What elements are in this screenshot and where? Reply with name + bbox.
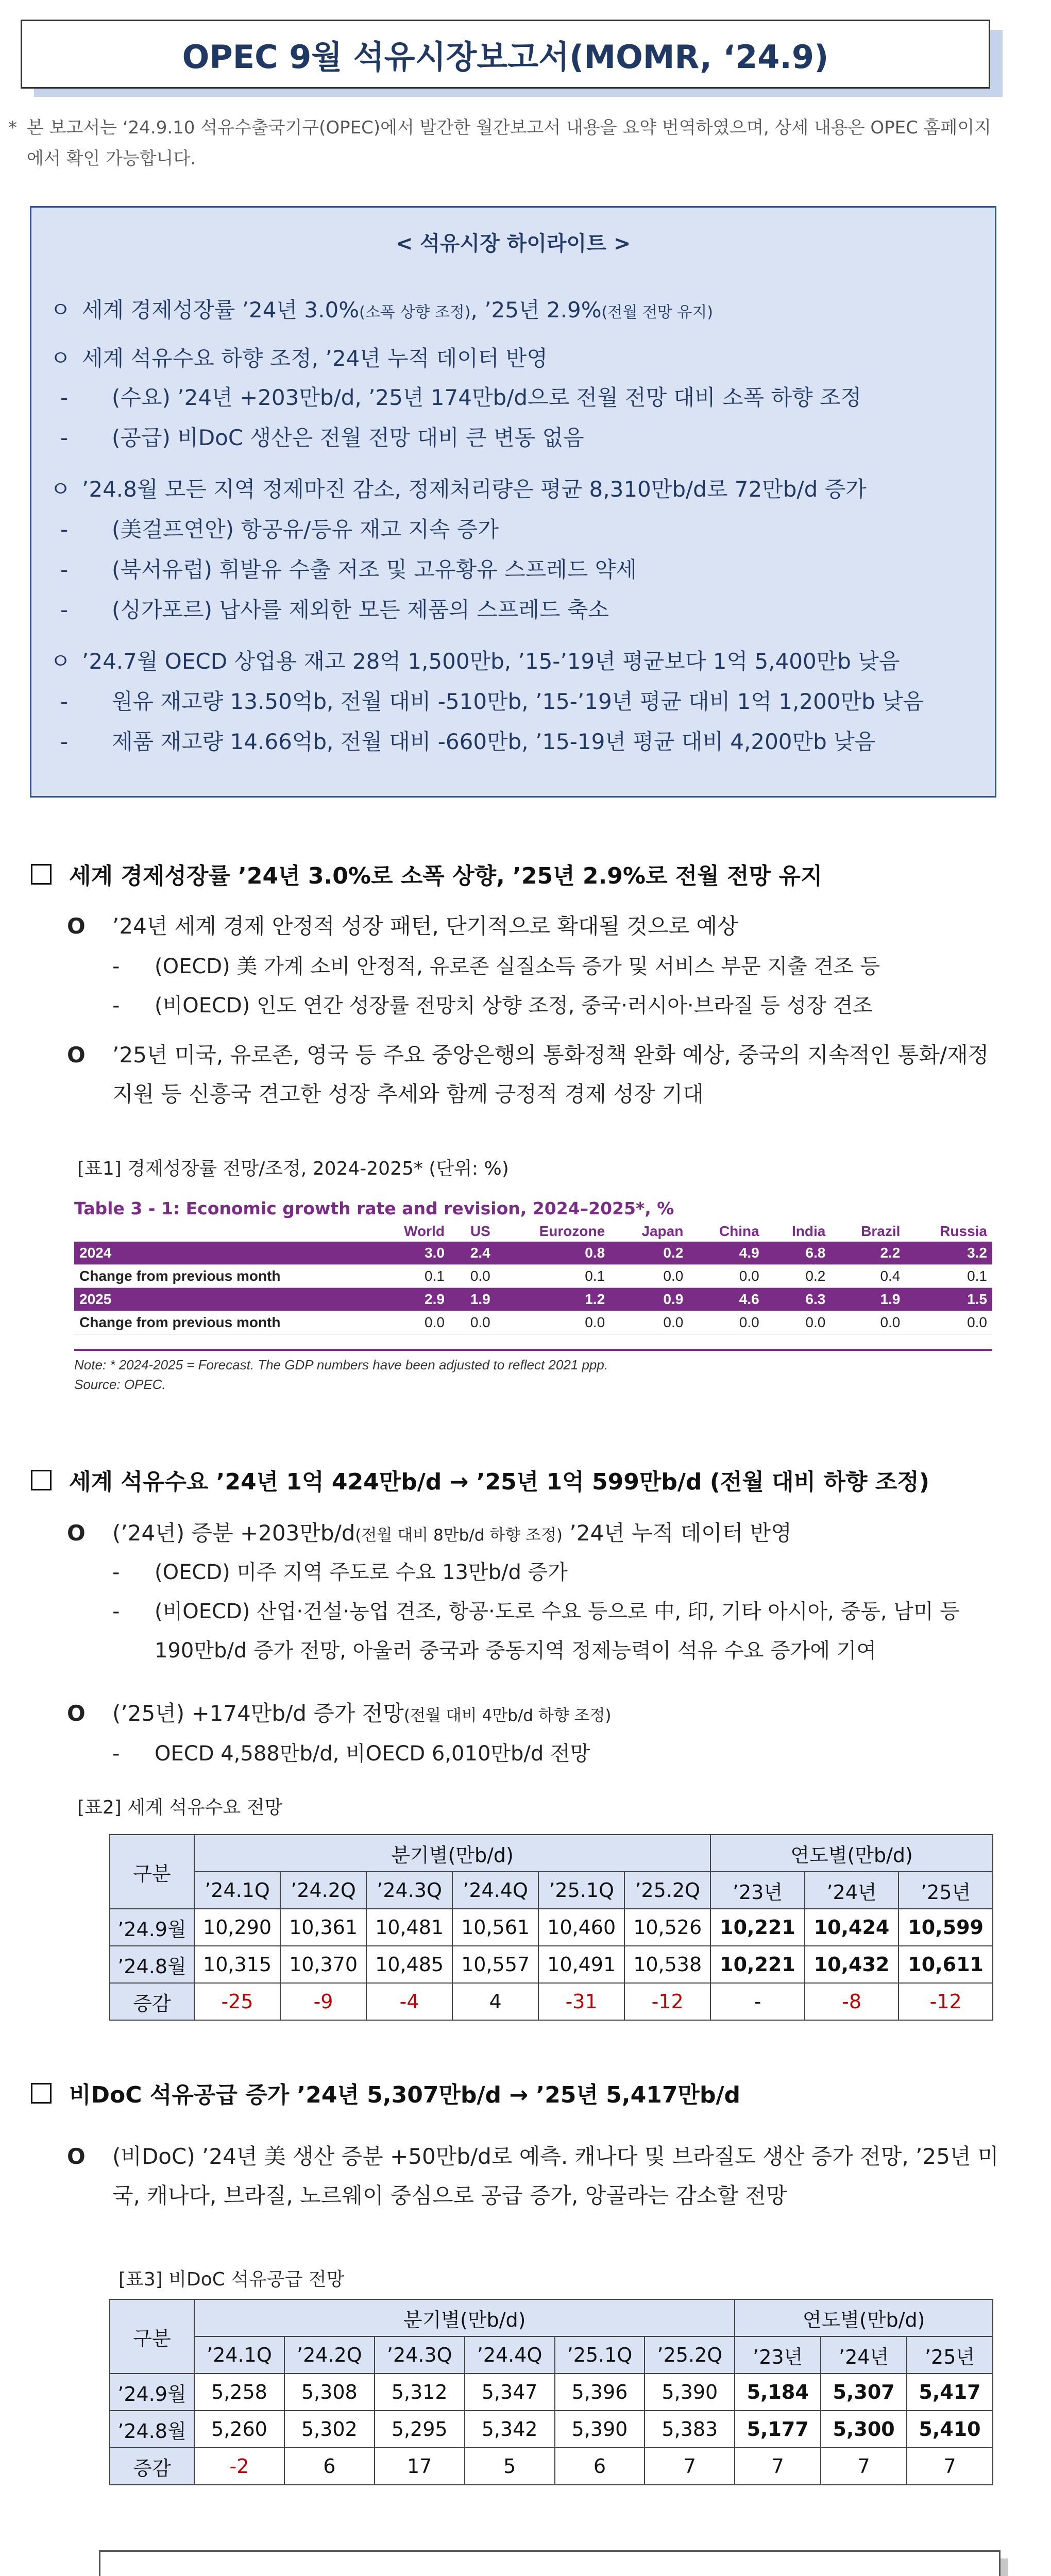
table-cell: ’24.9월 — [110, 1909, 194, 1946]
highlight-subitem: - (싱가포르) 납사를 제외한 모든 제품의 스프레드 축소 — [60, 597, 609, 622]
table-cell: 0.0 — [450, 1265, 496, 1288]
row-label: 2025 — [74, 1288, 373, 1311]
table-header-cell: ’25.1Q — [555, 2336, 645, 2374]
page-title: OPEC 9월 석유시장보고서(MOMR, ‘24.9) — [21, 20, 990, 89]
table-header-cell: 연도별(만b/d) — [710, 1835, 993, 1872]
table-cell: 2.9 — [373, 1288, 450, 1311]
table-cell: 5,260 — [194, 2411, 284, 2448]
table-cell: 5,177 — [735, 2411, 821, 2448]
table-cell: 10,424 — [805, 1909, 899, 1946]
table-cell: 1.5 — [905, 1288, 992, 1311]
table-cell: 7 — [735, 2448, 821, 2485]
table1-column-header: Japan — [641, 1223, 684, 1239]
table-cell: 6.3 — [765, 1288, 831, 1311]
table-cell: 10,599 — [899, 1909, 993, 1946]
table-cell: 10,460 — [538, 1909, 624, 1946]
table-cell: 10,561 — [452, 1909, 538, 1946]
table-cell: 0.0 — [496, 1311, 610, 1334]
table-cell: 3.0 — [373, 1242, 450, 1265]
highlight-subitem: - 원유 재고량 13.50억b, 전월 대비 -510만b, ’15-’19년 평균 대비 1억 1,200만b 낮음 — [60, 689, 924, 714]
table-header-cell: 연도별(만b/d) — [735, 2299, 993, 2336]
table-cell: 0.1 — [373, 1265, 450, 1288]
table-cell: 5,295 — [375, 2411, 465, 2448]
table-row — [74, 1288, 992, 1311]
report-note: * 본 보고서는 ‘24.9.10 석유수출국기구(OPEC)에서 발간한 월간보고서 내용을 요약 번역하였으며, 상세 내용은 OPEC 홈페이지에서 확인 가능합니다. — [8, 117, 992, 169]
table-header-cell: 분기별(만b/d) — [194, 2299, 735, 2336]
table-cell: 10,221 — [710, 1946, 805, 1983]
table-header-cell: ’25.1Q — [538, 1872, 624, 1909]
table-cell: 5,300 — [821, 2411, 907, 2448]
table-cell: 0.0 — [765, 1311, 831, 1334]
table-cell: 증감 — [110, 2448, 194, 2485]
table-header-cell: ’25.2Q — [645, 2336, 735, 2374]
table-cell: ’24.8월 — [110, 2411, 194, 2448]
table-cell: 증감 — [110, 1983, 194, 2020]
table1-column-header: Russia — [940, 1223, 987, 1239]
table-cell: 5,312 — [375, 2374, 465, 2411]
table-cell: 0.0 — [610, 1311, 688, 1334]
table-cell: 1.2 — [496, 1288, 610, 1311]
table-row — [74, 1311, 992, 1334]
table-cell: 5,390 — [645, 2374, 735, 2411]
dash-item: - (OECD) 美 가계 소비 안정적, 유로존 실질소득 증가 및 서비스 부문 지출 견조 등 — [112, 955, 880, 978]
table-row — [74, 1265, 992, 1288]
table-cell: -31 — [538, 1983, 624, 2020]
highlight-item: ㅇ 세계 경제성장률 ’24년 3.0%(소폭 상향 조정), ’25년 2.9%(전월 전망 유지) — [50, 297, 713, 323]
dash-item: - (OECD) 미주 지역 주도로 수요 13만b/d 증가 — [112, 1561, 568, 1584]
table-cell: 5,347 — [465, 2374, 555, 2411]
growth-table — [74, 1221, 992, 1334]
table-header-cell: ’24.1Q — [194, 1872, 280, 1909]
square-bullet-icon — [31, 1470, 52, 1490]
table1-column-header: US — [470, 1223, 490, 1239]
table-header-cell: ’23년 — [710, 1872, 805, 1909]
table-header-cell: ’24.4Q — [452, 1872, 538, 1909]
table-cell: 0.9 — [610, 1288, 688, 1311]
implications-box — [99, 2550, 1001, 2576]
table-row — [110, 1983, 993, 2020]
table1-note: Note: * 2024-2025 = Forecast. The GDP numbers have been adjusted to reflect 2021 ppp. Source: OPEC. — [74, 1357, 608, 1392]
table-cell: 5,307 — [821, 2374, 907, 2411]
section-heading-growth: 세계 경제성장률 ’24년 3.0%로 소폭 상향, ’25년 2.9%로 전월 전망 유지 — [31, 857, 822, 890]
table1-column-header: Brazil — [861, 1223, 901, 1239]
demand-table — [109, 1834, 993, 2021]
square-bullet-icon — [31, 2083, 52, 2104]
table-cell: -2 — [194, 2448, 284, 2485]
title-block — [21, 20, 999, 97]
table-row — [110, 1909, 993, 1946]
table-cell: 4.9 — [688, 1242, 764, 1265]
highlight-subitem: - (美걸프연안) 항공유/등유 재고 지속 증가 — [60, 517, 499, 542]
table-cell: 10,432 — [805, 1946, 899, 1983]
table-cell: 3.2 — [905, 1242, 992, 1265]
table-row — [110, 2411, 993, 2448]
highlight-item: ㅇ ’24.7월 OECD 상업용 재고 28억 1,500만b, ’15-’19년 평균보다 1억 5,400만b 낮음 — [50, 649, 900, 674]
highlight-subitem: - (공급) 비DoC 생산은 전월 전망 대비 큰 변동 없음 — [60, 425, 584, 450]
table1-column-header: Eurozone — [539, 1223, 605, 1239]
table-header-cell: ’24년 — [821, 2336, 907, 2374]
table-cell: 17 — [375, 2448, 465, 2485]
row-label: Change from previous month — [74, 1265, 373, 1288]
table-cell: 0.2 — [765, 1265, 831, 1288]
table-header-cell: 구분 — [110, 1835, 194, 1909]
highlights-box — [30, 206, 996, 798]
table1-column-header: China — [719, 1223, 759, 1239]
table-cell: 1.9 — [830, 1288, 905, 1311]
table-cell: 10,290 — [194, 1909, 280, 1946]
table-cell: 2.2 — [830, 1242, 905, 1265]
table-cell: 10,370 — [280, 1946, 366, 1983]
highlight-subitem: - 제품 재고량 14.66억b, 전월 대비 -660만b, ’15-19년 평균 대비 4,200만b 낮음 — [60, 729, 876, 754]
highlight-item: ㅇ ’24.8월 모든 지역 정제마진 감소, 정제처리량은 평균 8,310만b/d로 72만b/d 증가 — [50, 477, 867, 502]
table-cell: ’24.9월 — [110, 2374, 194, 2411]
table-cell: 1.9 — [450, 1288, 496, 1311]
table-row — [110, 2374, 993, 2411]
table-header-cell: ’25.2Q — [624, 1872, 710, 1909]
highlight-subitem: - (수요) ’24년 +203만b/d, ’25년 174만b/d으로 전월 전망 대비 소폭 하향 조정 — [60, 385, 862, 410]
table-header-cell: ’24.4Q — [465, 2336, 555, 2374]
table-cell: 5,390 — [555, 2411, 645, 2448]
table-cell: 5,410 — [907, 2411, 993, 2448]
table1-column-header: World — [404, 1223, 445, 1239]
bullet-item: O ’25년 미국, 유로존, 영국 등 주요 중앙은행의 통화정책 완화 예상, 중국의 지속적인 통화/재정 지원 등 신흥국 견고한 성장 추세와 함께 긍정적 경제 성장 기대 — [67, 1042, 989, 1107]
table-cell: 0.0 — [610, 1265, 688, 1288]
table-cell: 10,557 — [452, 1946, 538, 1983]
section-heading-supply: 비DoC 석유공급 증가 ’24년 5,307만b/d → ’25년 5,417만b/d — [31, 2076, 740, 2109]
table-cell: 0.8 — [496, 1242, 610, 1265]
table-cell: 7 — [907, 2448, 993, 2485]
table1-rule — [74, 1349, 992, 1351]
table-cell: 5,258 — [194, 2374, 284, 2411]
bullet-item: O (비DoC) ’24년 美 생산 증분 +50만b/d로 예측. 캐나다 및 브라질도 생산 증가 전망, ’25년 미국, 캐나다, 브라질, 노르웨이 중심으로 공급 증가, 앙골라는 감소할 전망 — [67, 2144, 999, 2208]
table-cell: 4.6 — [688, 1288, 764, 1311]
table-header-cell: ’24.3Q — [375, 2336, 465, 2374]
table-cell: 0.1 — [496, 1265, 610, 1288]
table-cell: 0.0 — [373, 1311, 450, 1334]
table-cell: 5,383 — [645, 2411, 735, 2448]
table-cell: 5,302 — [284, 2411, 375, 2448]
table-cell: ’24.8월 — [110, 1946, 194, 1983]
table-cell: 10,315 — [194, 1946, 280, 1983]
table-cell: -4 — [366, 1983, 452, 2020]
table-cell: 5,184 — [735, 2374, 821, 2411]
table-cell: 10,611 — [899, 1946, 993, 1983]
section-heading-demand: 세계 석유수요 ’24년 1억 424만b/d → ’25년 1억 599만b/d (전월 대비 하향 조정) — [31, 1463, 929, 1496]
table-cell: -12 — [899, 1983, 993, 2020]
table-header-cell: ’25년 — [907, 2336, 993, 2374]
table-header-row — [110, 2299, 993, 2336]
table-cell: 5,308 — [284, 2374, 375, 2411]
table1-caption: [표1] 경제성장률 전망/조정, 2024-2025* (단위: %) — [77, 1158, 509, 1179]
highlights-title: < 석유시장 하이라이트 > — [395, 232, 631, 256]
table-cell: 10,361 — [280, 1909, 366, 1946]
bullet-item: O (’24년) 증분 +203만b/d(전월 대비 8만b/d 하향 조정) ’24년 누적 데이터 반영 — [67, 1520, 792, 1546]
table-cell: 6.8 — [765, 1242, 831, 1265]
table-cell: 0.0 — [450, 1311, 496, 1334]
table-row — [110, 2448, 993, 2485]
table-cell: 4 — [452, 1983, 538, 2020]
table-cell: 0.4 — [830, 1265, 905, 1288]
table-header-row — [110, 2336, 993, 2374]
table-header-cell: ’25년 — [899, 1872, 993, 1909]
table-header-cell: ’24년 — [805, 1872, 899, 1909]
table-cell: 10,491 — [538, 1946, 624, 1983]
table-cell: 2.4 — [450, 1242, 496, 1265]
table-cell: -12 — [624, 1983, 710, 2020]
table2-caption: [표2] 세계 석유수요 전망 — [77, 1797, 283, 1818]
supply-table — [109, 2299, 993, 2485]
table-cell: 10,526 — [624, 1909, 710, 1946]
table-cell: 6 — [555, 2448, 645, 2485]
dash-item: - OECD 4,588만b/d, 비OECD 6,010만b/d 전망 — [112, 1742, 590, 1766]
bullet-item: O (’25년) +174만b/d 증가 전망(전월 대비 4만b/d 하향 조정) — [67, 1701, 612, 1726]
table-header-cell: ’24.3Q — [366, 1872, 452, 1909]
table-header-row — [110, 1835, 993, 1872]
table1-column-header: India — [791, 1223, 826, 1239]
table-cell: - — [710, 1983, 805, 2020]
table-cell: 5,396 — [555, 2374, 645, 2411]
table-cell: 0.0 — [830, 1311, 905, 1334]
highlight-subitem: - (북서유럽) 휘발유 수출 저조 및 고유황유 스프레드 약세 — [60, 557, 637, 582]
table-cell: 0.0 — [905, 1311, 992, 1334]
table-cell: 10,221 — [710, 1909, 805, 1946]
table-header-cell: ’24.2Q — [280, 1872, 366, 1909]
table-cell: 7 — [645, 2448, 735, 2485]
table-header-cell: ’24.1Q — [194, 2336, 284, 2374]
table3-caption: [표3] 비DoC 석유공급 전망 — [118, 2269, 345, 2290]
table-header-cell: 분기별(만b/d) — [194, 1835, 710, 1872]
row-label: 2024 — [74, 1242, 373, 1265]
table-cell: 5,342 — [465, 2411, 555, 2448]
table-cell: 5 — [465, 2448, 555, 2485]
table-cell: 7 — [821, 2448, 907, 2485]
square-bullet-icon — [31, 864, 52, 885]
table-cell: 0.0 — [688, 1265, 764, 1288]
bullet-item: O ’24년 세계 경제 안정적 성장 패턴, 단기적으로 확대될 것으로 예상 — [67, 913, 738, 939]
table-cell: 6 — [284, 2448, 375, 2485]
table-cell: 5,417 — [907, 2374, 993, 2411]
table-cell: 10,538 — [624, 1946, 710, 1983]
table-header-cell: ’24.2Q — [284, 2336, 375, 2374]
table-header-cell: ’23년 — [735, 2336, 821, 2374]
table-cell: 0.2 — [610, 1242, 688, 1265]
table-row — [74, 1242, 992, 1265]
table-cell: -8 — [805, 1983, 899, 2020]
table-row — [110, 1946, 993, 1983]
table-cell: 0.0 — [688, 1311, 764, 1334]
dash-item: - (비OECD) 산업·건설·농업 견조, 항공·도로 수요 등으로 中, 印, 기타 아시아, 중동, 남미 등 190만b/d 증가 전망, 아울러 중국과 중동지역 정제능력이 석유 수요 증가에 기여 — [112, 1600, 960, 1663]
row-label: Change from previous month — [74, 1311, 373, 1334]
highlight-item: ㅇ 세계 석유수요 하향 조정, ’24년 누적 데이터 반영 — [50, 346, 548, 371]
table-cell: 10,485 — [366, 1946, 452, 1983]
table-cell: 10,481 — [366, 1909, 452, 1946]
table-header-row — [110, 1872, 993, 1909]
table-cell: 0.1 — [905, 1265, 992, 1288]
dash-item: - (비OECD) 인도 연간 성장률 전망치 상향 조정, 중국·러시아·브라질 등 성장 견조 — [112, 994, 873, 1018]
table1-title: Table 3 - 1: Economic growth rate and revision, 2024–2025*, % — [74, 1198, 674, 1218]
table-cell: -9 — [280, 1983, 366, 2020]
table-cell: -25 — [194, 1983, 280, 2020]
table-header-cell: 구분 — [110, 2299, 194, 2374]
